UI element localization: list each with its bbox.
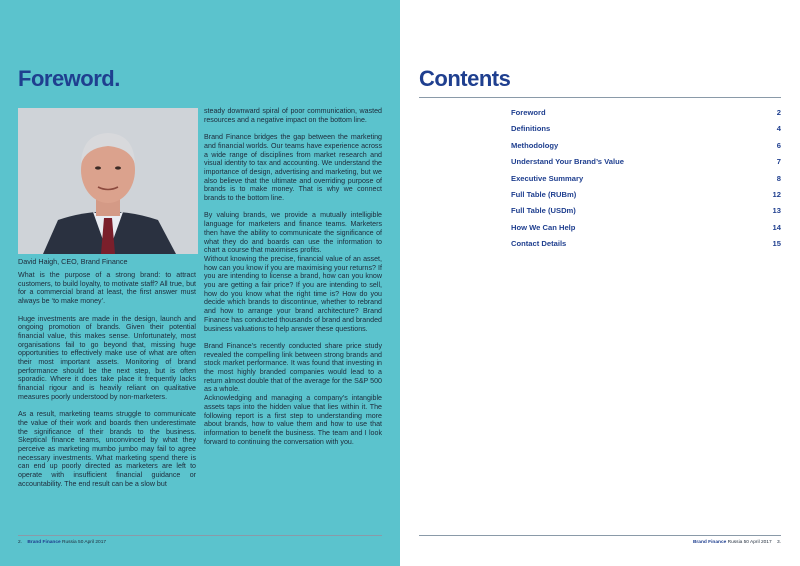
- toc-item-executive-summary[interactable]: [511, 174, 781, 190]
- toc-item-how-we-can-help[interactable]: [511, 223, 781, 239]
- toc-label: Executive Summary: [511, 173, 584, 183]
- toc-page: 14: [772, 222, 781, 232]
- paragraph: By valuing brands, we provide a mutually intelligible language for marketers and finance teams. Marketers then have the ability to communicate the significance of what they do and boards can use the information to chart a course that maximises profits.: [204, 211, 382, 255]
- toc-item-definitions[interactable]: [511, 124, 781, 140]
- toc-label: How We Can Help: [511, 222, 576, 232]
- foreword-column-2: [204, 107, 382, 455]
- toc-page: 4: [776, 124, 781, 134]
- footer-brand: Brand Finance: [692, 540, 727, 545]
- toc-label: Contact Details: [511, 239, 567, 249]
- right-footer: [693, 540, 781, 545]
- footer-divider: [419, 535, 781, 536]
- table-of-contents: [511, 108, 781, 256]
- toc-item-contact-details[interactable]: [511, 239, 781, 255]
- toc-page: 12: [772, 189, 781, 199]
- portrait-image: [18, 108, 198, 254]
- paragraph: Acknowledging and managing a company’s intangible assets taps into the hidden value that lies within it. The following report is a first step to understanding more about brands, how to value them and how to use that information to benefit the business. The team and I look forward to continuing the conversation with you.: [204, 394, 382, 446]
- paragraph: Brand Finance’s recently conducted share price study revealed the compelling link between strong brands and stock market performance. It was found that investing in the most highly branded companies would lead to a return almost double that of the average for the S&P 500 as a whole.: [204, 341, 382, 394]
- toc-item-brand-value[interactable]: [511, 157, 781, 173]
- toc-label: Full Table (RUBm): [511, 189, 577, 199]
- toc-label: Methodology: [511, 140, 559, 150]
- toc-item-methodology[interactable]: [511, 141, 781, 157]
- contents-title: Contents: [419, 66, 511, 91]
- contents-divider: [419, 97, 781, 98]
- footer-brand: Brand Finance: [27, 540, 61, 545]
- toc-item-full-table-rubm[interactable]: [511, 190, 781, 206]
- paragraph: What is the purpose of a strong brand: to attract customers, to build loyalty, to motivate staff? All true, but for a commercial brand at least, the first answer must always be ‘to make money’.: [18, 271, 196, 306]
- toc-page: 13: [772, 206, 781, 216]
- page-number: 3.: [776, 540, 781, 545]
- toc-page: 8: [776, 173, 781, 183]
- toc-label: Understand Your Brand’s Value: [511, 157, 624, 167]
- foreword-column-1: [18, 271, 196, 497]
- toc-page: 15: [772, 239, 781, 249]
- paragraph: steady downward spiral of poor communication, wasted resources and a negative impact on the bottom line.: [204, 107, 382, 124]
- toc-item-foreword[interactable]: [511, 108, 781, 124]
- ceo-photo: [18, 108, 198, 254]
- toc-label: Foreword: [511, 108, 546, 117]
- toc-label: Full Table (USDm): [511, 206, 576, 216]
- paragraph: Without knowing the precise, financial value of an asset, how can you know if you are maximising your returns? If you are intending to license a brand, how can you know you are getting a fair price? If you are intending to sell, how do you know what the right time is? How do you decide which brands to discontinue, whether to rebrand and how to arrange your brand architecture? Brand Finance has conducted thousands of brand and branded business valuations to help answer these questions.: [204, 254, 382, 333]
- footer-divider: [18, 535, 382, 536]
- toc-item-full-table-usdm[interactable]: [511, 206, 781, 222]
- foreword-title: Foreword.: [18, 66, 120, 91]
- toc-page: 6: [776, 140, 781, 150]
- paragraph: Huge investments are made in the design, launch and ongoing promotion of brands. Given their potential financial value, this makes sense. Unfortunately, most organisations fail to go beyond that, missing huge opportunities to effectively make use of what are often their most important assets. Monitoring of brand performance should be the next step, but is often sporadic. Where it does take place it frequently lacks financial rigour and is heavily reliant on qualitative measures poorly understood by non-marketers.: [18, 314, 196, 401]
- paragraph: As a result, marketing teams struggle to communicate the value of their work and boards then underestimate the significance of their brands to the business. Skeptical finance teams, unconvinced by what they perceive as marketing mumbo jumbo may fail to agree necessary investments. What marketing spend there is can end up poorly directed as marketers are left to operate with insufficient financial guidance or accountability. The end result can be a slow but: [18, 410, 196, 488]
- photo-caption: David Haigh, CEO, Brand Finance: [18, 257, 128, 266]
- toc-page: 7: [776, 157, 781, 167]
- page-number: 2.: [18, 540, 23, 545]
- toc-label: Definitions: [511, 124, 551, 134]
- footer-text: Russia 50 April 2017: [62, 540, 107, 545]
- paragraph: Brand Finance bridges the gap between the marketing and financial worlds. Our teams have experience across a wide range of disciplines from market research and visual identity to tax and accounting. We understand the importance of design, advertising and marketing, but we also believe that the ultimate and overriding purpose of brands is to make money. That is why we connect brands to the bottom line.: [204, 133, 382, 203]
- toc-page: 2: [776, 108, 781, 117]
- footer-text: Russia 50 April 2017: [727, 540, 772, 545]
- left-footer: [18, 540, 106, 545]
